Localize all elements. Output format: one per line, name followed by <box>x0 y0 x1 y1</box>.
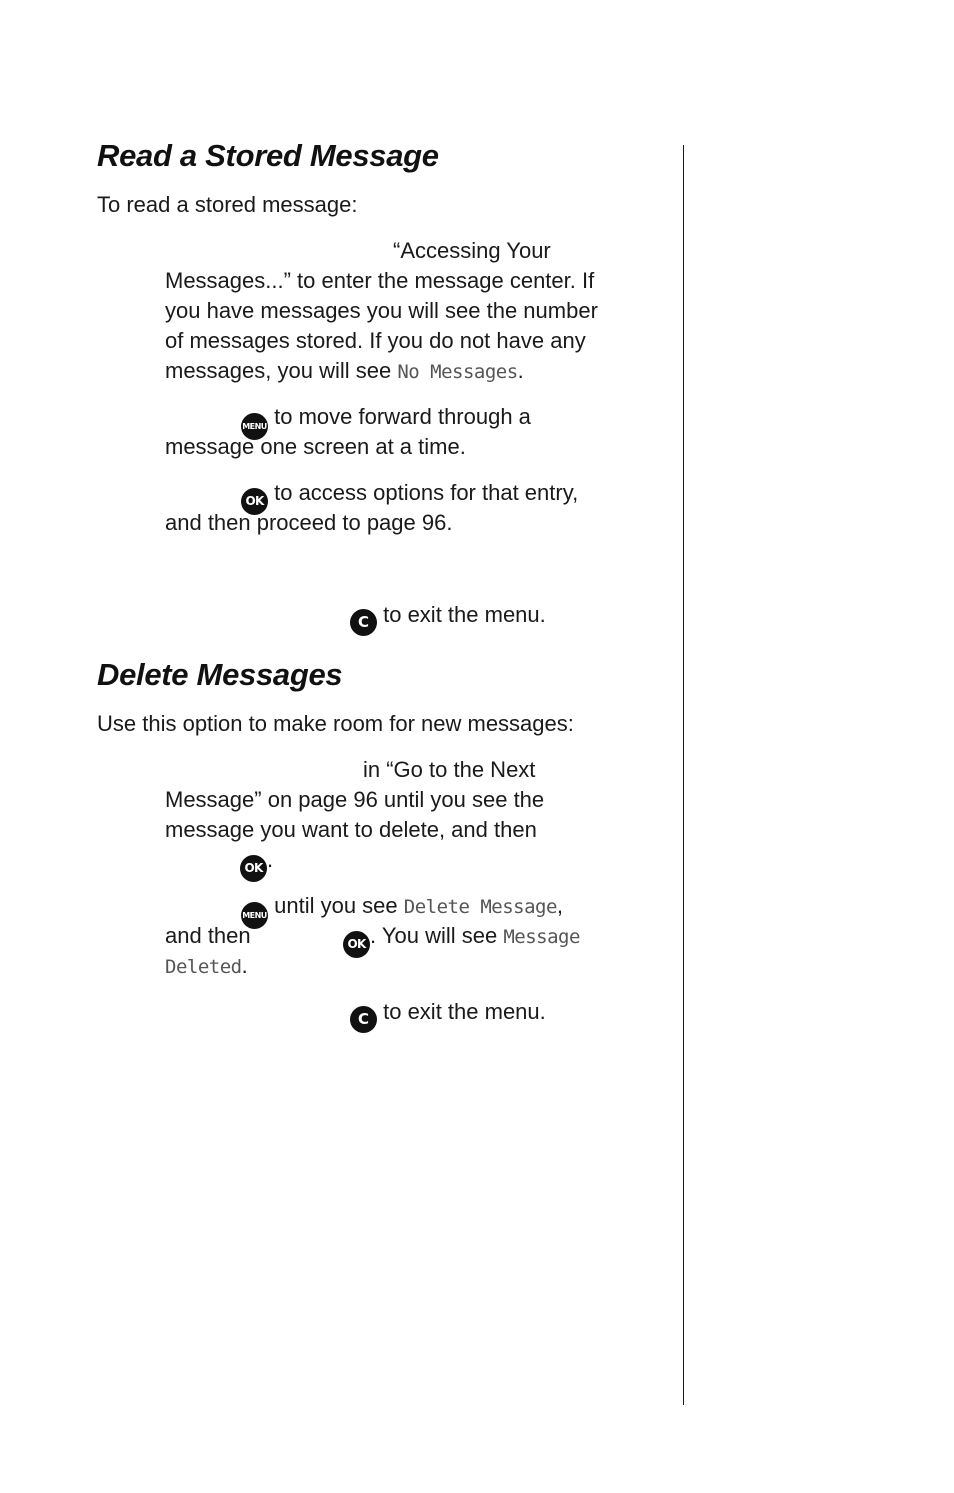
ok-key-icon: OK <box>343 931 370 958</box>
step-text-part: to move forward through a <box>268 404 531 429</box>
step-text <box>165 356 524 387</box>
clear-key-icon: C <box>350 1006 377 1033</box>
step-text <box>165 951 248 982</box>
step-text-part: messages, you will see <box>165 358 398 383</box>
step-text: Message” on page 96 until you see the <box>165 787 545 812</box>
clear-key-icon: C <box>350 609 377 636</box>
step-text-part: , <box>556 893 564 918</box>
step-text: “Accessing Your <box>393 238 551 263</box>
step-text-part: to exit the menu. <box>377 602 546 627</box>
display-text-delete-message: Delete Message <box>403 896 557 918</box>
step-text: Messages...” to enter the message center. If <box>165 268 595 293</box>
step-text: message you want to delete, and then <box>165 817 537 842</box>
ok-key-icon: OK <box>241 488 268 515</box>
step-text-part: . <box>517 358 524 383</box>
section-intro: Use this option to make room for new messages: <box>97 711 574 736</box>
step-text: and then <box>165 923 251 948</box>
step-text <box>350 600 546 636</box>
display-text-message: Message <box>503 926 580 948</box>
ok-key-icon: OK <box>240 855 267 882</box>
menu-key-icon: MENU <box>241 902 268 929</box>
step-text: in “Go to the Next <box>363 757 536 782</box>
step-text: of messages stored. If you do not have any <box>165 328 586 353</box>
margin-divider <box>683 145 684 1405</box>
step-text-part: . <box>241 953 248 978</box>
step-text-part: . <box>267 847 274 872</box>
step-text-part: . You will see <box>370 923 504 948</box>
section-title-delete-messages: Delete Messages <box>97 657 343 692</box>
step-text: and then proceed to page 96. <box>165 510 453 535</box>
step-text <box>343 921 580 958</box>
display-text-no-messages: No Messages <box>397 361 518 383</box>
section-intro: To read a stored message: <box>97 192 358 217</box>
step-text-part: until you see <box>268 893 404 918</box>
step-text-part: to exit the menu. <box>377 999 546 1024</box>
menu-key-icon: MENU <box>241 413 268 440</box>
section-title-read-stored-message: Read a Stored Message <box>97 138 439 173</box>
step-text: you have messages you will see the number <box>165 298 598 323</box>
step-text <box>240 845 273 882</box>
step-text-part: to access options for that entry, <box>268 480 579 505</box>
step-text: message one screen at a time. <box>165 434 466 459</box>
display-text-deleted: Deleted <box>165 956 242 978</box>
step-text <box>350 997 546 1033</box>
